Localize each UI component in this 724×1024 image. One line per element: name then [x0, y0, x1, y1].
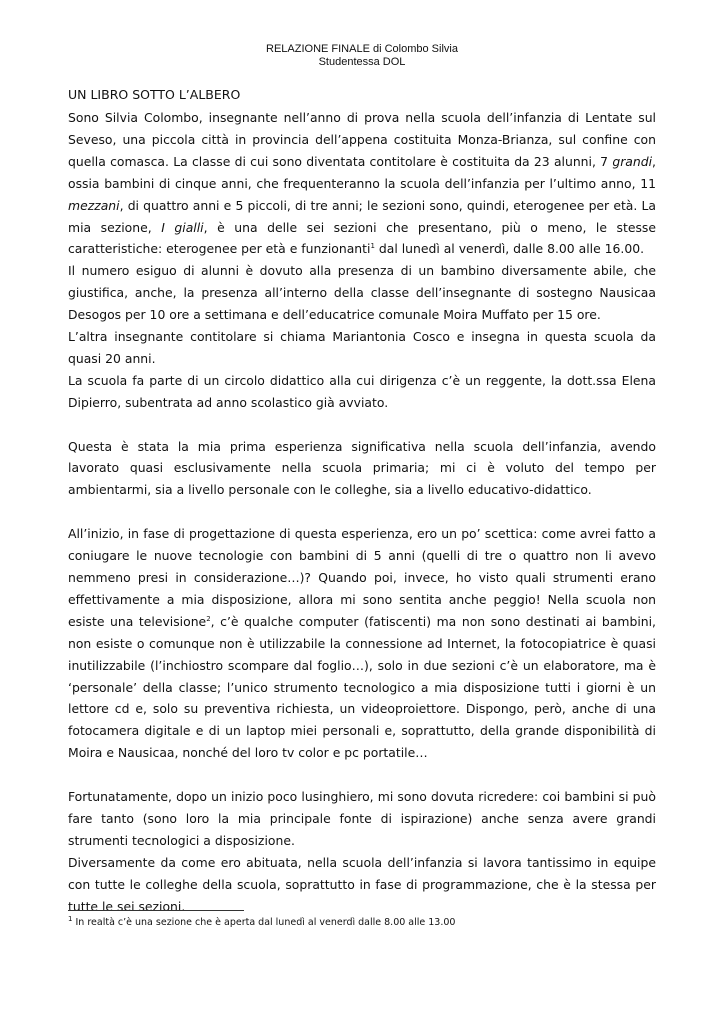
text-run: , c’è qualche computer (fatiscenti) ma non sono destinati ai bambini, non esiste o comunque non è utilizzabile la connessione ad Internet, la fotocopiatrice è quasi inutilizzabile (l’inchiostro scompare dal foglio…), solo in due sezioni c’è un elaboratore, ma è ‘personale’ della classe; l’unico strumento tecnologico a mia disposizione tutti i giorni è un lettore cd e, solo su preventiva richiesta, un videoproiettore. Dispongo, però, anche di una fotocamera digitale e di un laptop miei personali e, soprattutto, della grande disponibilità di Moira e Nausicaa, nonché del loro tv color e pc portatile… [68, 613, 656, 761]
paragraph-3: L’altra insegnante contitolare si chiama Mariantonia Cosco e insegna in questa scuola da quasi 20 anni. [68, 329, 656, 366]
text-run: All’inizio, in fase di progettazione di questa esperienza, ero un po’ scettica: come avrei fatto a coniugare le nuove tecnologie con bambini di 5 anni (quelli di tre o quattro non li avevo nemmeno presi in considerazione…)? Quando poi, invece, ho visto quali strumenti erano effettivamente a mia disposizione, allora mi sono sentita anche peggio! Nella scuola non esiste una televisione [68, 526, 656, 629]
header-line-1 [0, 43, 724, 56]
paragraph-8: Diversamente da come ero abituata, nella scuola dell’infanzia si lavora tantissimo in equipe con tutte le colleghe della scuola, soprattutto in fase di programmazione, che è la stessa per tutte le sei sezioni. [68, 854, 656, 914]
footnote-ref-1: 1 [370, 242, 375, 251]
footnote-ref-2: 2 [206, 614, 211, 623]
italic-grandi: grandi [612, 153, 653, 169]
header-report-title: RELAZIONE FINALE [266, 43, 370, 55]
header-di: di [369, 43, 385, 55]
text-run: Sono Silvia Colombo, insegnante nell’anno di prova nella scuola dell’infanzia di Lentate sul Seveso, una piccola città in provincia dell’appena costituita Monza-Brianza, sul confine con quella comasca. La classe di cui sono diventata contitolare è costituita da 23 alunni, 7 [68, 110, 656, 169]
header-author: Colombo Silvia [384, 43, 458, 55]
text-run: , di quattro anni e 5 piccoli, di tre anni; le sezioni sono, quindi, eterogenee per età. La mia sezione, [68, 197, 656, 235]
paragraph-4: La scuola fa parte di un circolo didattico alla cui dirigenza c’è un reggente, la dott.ssa Elena Dipierro, subentrata ad anno scolastico già avviato. [68, 372, 656, 410]
paragraph-6 [68, 523, 656, 764]
footnote-marker: 1 [68, 914, 73, 923]
document-header [0, 43, 724, 69]
paragraph-intro [68, 107, 656, 260]
text-run: , ossia bambini di cinque anni, che frequenteranno la scuola dell’infanzia per l’ultimo anno, 11 [68, 153, 656, 191]
paragraph-2: Il numero esiguo di alunni è dovuto alla presenza di un bambino diversamente abile, che giustifica, anche, la presenza all’interno della classe dell’insegnante di sostegno Nausicaa Desogos per 10 ore a settimana e dell’educatrice comunale Moira Muffato per 15 ore. [68, 263, 656, 323]
italic-mezzani: mezzani [68, 197, 120, 213]
paragraph-5: Questa è stata la mia prima esperienza significativa nella scuola dell’infanzia, avendo lavorato quasi esclusivamente nella scuola primaria; mi ci è voluto del tempo per ambientarmi, sia a livello personale con le colleghe, sia a livello educativo-didattico. [68, 438, 656, 498]
italic-gialli: I gialli [161, 219, 204, 235]
footnote-text: In realtà c’è una sezione che è aperta dal lunedì al venerdì dalle 8.00 alle 13.00 [75, 917, 456, 928]
header-line-2: Studentessa DOL [318, 56, 406, 68]
text-run: , è una delle sei sezioni che presentano, più o meno, le stesse caratteristiche: eterogenee per età e funzionanti [68, 219, 656, 257]
footnote-1 [68, 914, 456, 928]
text-run: dal lunedì al venerdì, dalle 8.00 alle 16.00. [374, 241, 645, 257]
paragraph-7: Fortunatamente, dopo un inizio poco lusinghiero, mi sono dovuta ricredere: coi bambini si può fare tanto (sono loro la mia principale fonte di ispirazione) anche senza avere grandi strumenti tecnologici a disposizione. [68, 789, 656, 848]
document-title: UN LIBRO SOTTO L’ALBERO [68, 87, 241, 102]
document-body [68, 107, 656, 917]
footnote-divider [68, 910, 244, 911]
